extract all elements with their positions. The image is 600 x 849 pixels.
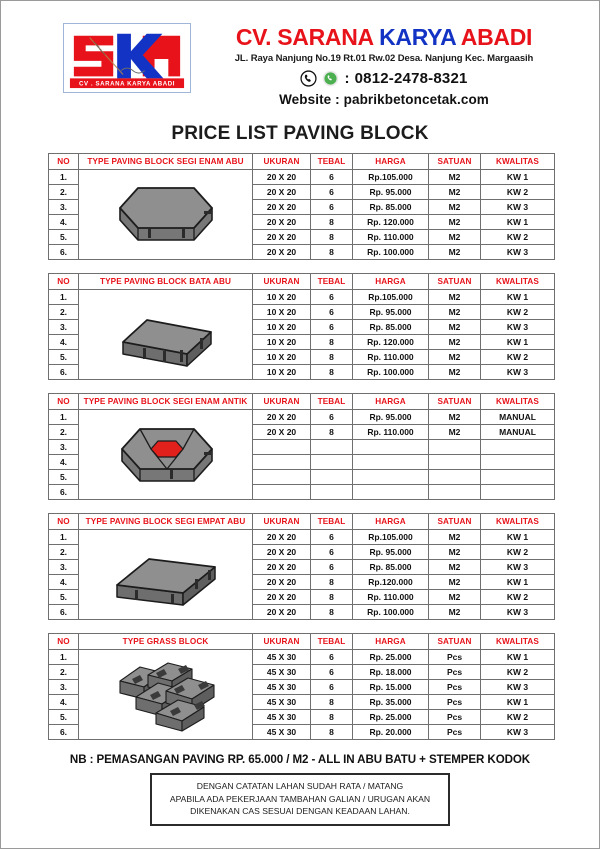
cell-tebal: 6 — [311, 170, 353, 185]
product-image-cell — [79, 530, 253, 620]
cell-harga: Rp.105.000 — [353, 530, 429, 545]
company-name — [209, 25, 559, 49]
cell-kwalitas: KW 3 — [481, 200, 555, 215]
cell-kwalitas: KW 3 — [481, 365, 555, 380]
cell-no: 2. — [49, 185, 79, 200]
col-type: TYPE PAVING BLOCK BATA ABU — [79, 274, 253, 290]
cell-tebal: 8 — [311, 590, 353, 605]
cell-satuan: M2 — [429, 350, 481, 365]
cell-kwalitas: KW 2 — [481, 305, 555, 320]
table-header-row — [49, 634, 555, 650]
cell-no: 1. — [49, 410, 79, 425]
cell-harga — [353, 440, 429, 455]
cell-no: 1. — [49, 170, 79, 185]
phone-icon — [300, 70, 317, 87]
col-harga: HARGA — [353, 514, 429, 530]
cell-ukuran: 45 X 30 — [253, 695, 311, 710]
cell-satuan: M2 — [429, 230, 481, 245]
col-type: TYPE PAVING BLOCK SEGI ENAM ABU — [79, 154, 253, 170]
cell-harga: Rp. 15.000 — [353, 680, 429, 695]
website-row — [209, 92, 559, 107]
cell-satuan — [429, 455, 481, 470]
col-ukuran: UKURAN — [253, 154, 311, 170]
page-title: PRICE LIST PAVING BLOCK — [171, 123, 429, 145]
product-image-cell — [79, 650, 253, 740]
cell-no: 6. — [49, 365, 79, 380]
cell-satuan — [429, 485, 481, 500]
cell-kwalitas: KW 1 — [481, 695, 555, 710]
nb-note: NB : PEMASANGAN PAVING RP. 65.000 / M2 - ALL IN ABU BATU + STEMPER KODOK — [69, 753, 531, 767]
product-image-cell — [79, 170, 253, 260]
brick-block-icon — [79, 290, 252, 379]
cell-tebal: 8 — [311, 215, 353, 230]
cell-no: 2. — [49, 305, 79, 320]
note-line-3: DIKENAKAN CAS SESUAI DENGAN KEADAAN LAHAN. — [190, 806, 410, 817]
table-header-row — [49, 394, 555, 410]
col-no: NO — [49, 154, 79, 170]
contact-row — [209, 70, 559, 87]
cell-ukuran — [253, 440, 311, 455]
cell-satuan: Pcs — [429, 650, 481, 665]
cell-harga: Rp. 18.000 — [353, 665, 429, 680]
table-header-row — [49, 274, 555, 290]
cell-kwalitas: KW 2 — [481, 185, 555, 200]
cell-harga: Rp. 95.000 — [353, 185, 429, 200]
col-tebal: TEBAL — [311, 514, 353, 530]
header-text-block — [209, 23, 559, 107]
cell-no: 6. — [49, 605, 79, 620]
cell-ukuran: 20 X 20 — [253, 590, 311, 605]
cell-ukuran: 20 X 20 — [253, 215, 311, 230]
cell-harga: Rp. 110.000 — [353, 425, 429, 440]
table-row — [49, 650, 555, 665]
cell-harga: Rp. 110.000 — [353, 230, 429, 245]
cell-ukuran: 20 X 20 — [253, 185, 311, 200]
cell-harga: Rp. 85.000 — [353, 560, 429, 575]
cell-kwalitas: KW 1 — [481, 530, 555, 545]
cell-tebal — [311, 455, 353, 470]
cell-ukuran: 10 X 20 — [253, 335, 311, 350]
note-line-1: DENGAN CATATAN LAHAN SUDAH RATA / MATANG — [196, 781, 404, 792]
cell-no: 1. — [49, 530, 79, 545]
cell-satuan: M2 — [429, 365, 481, 380]
cell-ukuran: 20 X 20 — [253, 530, 311, 545]
cell-kwalitas: KW 3 — [481, 245, 555, 260]
cell-ukuran: 20 X 20 — [253, 575, 311, 590]
cell-kwalitas: KW 3 — [481, 725, 555, 740]
cell-kwalitas: KW 1 — [481, 575, 555, 590]
cell-no: 5. — [49, 230, 79, 245]
cell-satuan: M2 — [429, 290, 481, 305]
cell-kwalitas: KW 3 — [481, 680, 555, 695]
cell-ukuran — [253, 470, 311, 485]
cell-satuan: M2 — [429, 545, 481, 560]
price-table-segi-enam-abu — [48, 153, 555, 260]
cell-no: 6. — [49, 245, 79, 260]
cell-no: 2. — [49, 425, 79, 440]
cell-harga — [353, 470, 429, 485]
square-block-graphic — [105, 539, 227, 611]
cell-kwalitas — [481, 455, 555, 470]
cell-ukuran: 10 X 20 — [253, 350, 311, 365]
col-harga: HARGA — [353, 634, 429, 650]
cell-harga: Rp. 95.000 — [353, 410, 429, 425]
cell-kwalitas: KW 2 — [481, 230, 555, 245]
cell-kwalitas — [481, 440, 555, 455]
cell-satuan: Pcs — [429, 725, 481, 740]
col-no: NO — [49, 514, 79, 530]
cell-harga: Rp. 25.000 — [353, 650, 429, 665]
cell-harga: Rp. 20.000 — [353, 725, 429, 740]
cell-no: 4. — [49, 215, 79, 230]
col-harga: HARGA — [353, 394, 429, 410]
price-table-segi-enam-antik — [48, 393, 555, 500]
cell-no: 1. — [49, 290, 79, 305]
col-kwalitas: KWALITAS — [481, 154, 555, 170]
logo-banner-text: CV . SARANA KARYA ABADI — [78, 81, 176, 88]
col-kwalitas: KWALITAS — [481, 274, 555, 290]
cell-tebal — [311, 470, 353, 485]
cell-no: 5. — [49, 470, 79, 485]
col-no: NO — [49, 274, 79, 290]
col-satuan: SATUAN — [429, 634, 481, 650]
cell-satuan: M2 — [429, 305, 481, 320]
cell-harga: Rp. 120.000 — [353, 335, 429, 350]
cell-no: 4. — [49, 455, 79, 470]
cell-tebal: 8 — [311, 575, 353, 590]
cell-tebal: 6 — [311, 545, 353, 560]
cell-tebal: 8 — [311, 425, 353, 440]
col-type: TYPE PAVING BLOCK SEGI ENAM ANTIK — [79, 394, 253, 410]
hexagon-block-icon — [79, 170, 252, 259]
cell-satuan: M2 — [429, 215, 481, 230]
col-no: NO — [49, 394, 79, 410]
brick-block-graphic — [107, 300, 225, 370]
table-header-row — [49, 514, 555, 530]
square-block-icon — [79, 530, 252, 619]
cell-kwalitas: KW 3 — [481, 605, 555, 620]
col-kwalitas: KWALITAS — [481, 634, 555, 650]
cell-kwalitas: MANUAL — [481, 425, 555, 440]
whatsapp-icon — [322, 70, 339, 87]
cell-satuan: M2 — [429, 410, 481, 425]
cell-ukuran: 45 X 30 — [253, 725, 311, 740]
col-type: TYPE GRASS BLOCK — [79, 634, 253, 650]
company-name-part2: KARYA — [379, 24, 461, 50]
cell-tebal: 6 — [311, 665, 353, 680]
col-satuan: SATUAN — [429, 514, 481, 530]
company-name-part1: CV. SARANA — [235, 24, 380, 50]
cell-no: 6. — [49, 725, 79, 740]
cell-satuan: M2 — [429, 560, 481, 575]
cell-kwalitas: KW 2 — [481, 545, 555, 560]
grass-block-icon — [79, 650, 252, 739]
cell-harga: Rp.105.000 — [353, 170, 429, 185]
cell-tebal: 8 — [311, 245, 353, 260]
cell-ukuran: 20 X 20 — [253, 245, 311, 260]
cell-tebal: 8 — [311, 725, 353, 740]
cell-ukuran — [253, 485, 311, 500]
cell-ukuran: 20 X 20 — [253, 560, 311, 575]
cell-no: 3. — [49, 680, 79, 695]
cell-satuan — [429, 470, 481, 485]
company-name-part3: ABADI — [460, 24, 533, 50]
document-header — [1, 1, 599, 107]
table-row — [49, 170, 555, 185]
cell-satuan: M2 — [429, 530, 481, 545]
cell-kwalitas — [481, 470, 555, 485]
cell-harga: Rp. 110.000 — [353, 350, 429, 365]
cell-kwalitas: KW 2 — [481, 710, 555, 725]
conditions-note-box — [150, 773, 450, 825]
website-label: Website : — [279, 92, 340, 108]
cell-satuan: M2 — [429, 320, 481, 335]
cell-harga: Rp. 100.000 — [353, 245, 429, 260]
cell-ukuran: 45 X 30 — [253, 680, 311, 695]
table-header-row — [49, 154, 555, 170]
cell-tebal: 6 — [311, 650, 353, 665]
cell-satuan: Pcs — [429, 710, 481, 725]
col-harga: HARGA — [353, 154, 429, 170]
cell-tebal — [311, 485, 353, 500]
cell-no: 6. — [49, 485, 79, 500]
cell-tebal: 6 — [311, 290, 353, 305]
cell-harga: Rp. 35.000 — [353, 695, 429, 710]
cell-satuan: Pcs — [429, 680, 481, 695]
product-image-cell — [79, 410, 253, 500]
cell-ukuran: 20 X 20 — [253, 230, 311, 245]
cell-harga: Rp. 85.000 — [353, 320, 429, 335]
col-tebal: TEBAL — [311, 274, 353, 290]
cell-no: 3. — [49, 320, 79, 335]
cell-ukuran: 20 X 20 — [253, 200, 311, 215]
col-ukuran: UKURAN — [253, 634, 311, 650]
phone-separator: : — [344, 70, 350, 88]
hexagon-block-graphic — [110, 178, 222, 252]
cell-tebal: 8 — [311, 365, 353, 380]
cell-harga: Rp. 110.000 — [353, 590, 429, 605]
col-harga: HARGA — [353, 274, 429, 290]
cell-harga — [353, 485, 429, 500]
cell-tebal: 6 — [311, 305, 353, 320]
col-ukuran: UKURAN — [253, 394, 311, 410]
cell-harga: Rp. 120.000 — [353, 215, 429, 230]
cell-no: 4. — [49, 335, 79, 350]
col-tebal: TEBAL — [311, 394, 353, 410]
col-tebal: TEBAL — [311, 154, 353, 170]
cell-satuan — [429, 440, 481, 455]
cell-ukuran: 20 X 20 — [253, 545, 311, 560]
table-row — [49, 530, 555, 545]
cell-ukuran: 20 X 20 — [253, 425, 311, 440]
col-satuan: SATUAN — [429, 274, 481, 290]
cell-no: 2. — [49, 545, 79, 560]
cell-tebal — [311, 440, 353, 455]
cell-ukuran: 10 X 20 — [253, 305, 311, 320]
price-table-segi-empat-abu — [48, 513, 555, 620]
cell-satuan: M2 — [429, 590, 481, 605]
cell-no: 5. — [49, 350, 79, 365]
cell-tebal: 8 — [311, 605, 353, 620]
cell-ukuran: 10 X 20 — [253, 365, 311, 380]
cell-kwalitas: KW 3 — [481, 320, 555, 335]
cell-no: 4. — [49, 575, 79, 590]
col-ukuran: UKURAN — [253, 274, 311, 290]
table-row — [49, 410, 555, 425]
cell-harga: Rp.105.000 — [353, 290, 429, 305]
hexagon-antik-block-icon — [79, 410, 252, 499]
col-ukuran: UKURAN — [253, 514, 311, 530]
col-no: NO — [49, 634, 79, 650]
cell-ukuran — [253, 455, 311, 470]
cell-tebal: 6 — [311, 530, 353, 545]
website-url[interactable]: pabrikbetoncetak.com — [343, 92, 489, 108]
cell-no: 5. — [49, 710, 79, 725]
cell-ukuran: 45 X 30 — [253, 665, 311, 680]
cell-kwalitas: KW 2 — [481, 350, 555, 365]
cell-ukuran: 20 X 20 — [253, 605, 311, 620]
cell-harga: Rp. 25.000 — [353, 710, 429, 725]
cell-tebal: 8 — [311, 230, 353, 245]
cell-no: 3. — [49, 440, 79, 455]
cell-satuan: M2 — [429, 200, 481, 215]
note-line-2: APABILA ADA PEKERJAAN TAMBAHAN GALIAN / URUGAN AKAN — [169, 793, 431, 804]
cell-satuan: Pcs — [429, 695, 481, 710]
cell-tebal: 8 — [311, 335, 353, 350]
price-table-grass-block — [48, 633, 555, 740]
logo-graphic — [66, 26, 188, 90]
cell-kwalitas: KW 3 — [481, 560, 555, 575]
cell-kwalitas: KW 2 — [481, 590, 555, 605]
cell-harga: Rp. 100.000 — [353, 365, 429, 380]
cell-tebal: 6 — [311, 200, 353, 215]
cell-tebal: 8 — [311, 710, 353, 725]
phone-number[interactable]: 0812-2478-8321 — [354, 70, 468, 88]
cell-satuan: M2 — [429, 425, 481, 440]
cell-satuan: M2 — [429, 170, 481, 185]
cell-satuan: M2 — [429, 245, 481, 260]
cell-harga: Rp.120.000 — [353, 575, 429, 590]
table-row — [49, 290, 555, 305]
cell-harga — [353, 455, 429, 470]
cell-kwalitas: KW 1 — [481, 290, 555, 305]
cell-ukuran: 45 X 30 — [253, 650, 311, 665]
cell-tebal: 6 — [311, 680, 353, 695]
cell-harga: Rp. 85.000 — [353, 200, 429, 215]
col-kwalitas: KWALITAS — [481, 394, 555, 410]
cell-tebal: 6 — [311, 560, 353, 575]
cell-kwalitas: KW 2 — [481, 665, 555, 680]
cell-ukuran: 10 X 20 — [253, 290, 311, 305]
cell-kwalitas: MANUAL — [481, 410, 555, 425]
company-address: JL. Raya Nanjung No.19 Rt.01 Rw.02 Desa. Nanjung Kec. Margaasih — [234, 53, 534, 65]
cell-tebal: 6 — [311, 320, 353, 335]
hexagon-antik-block-graphic — [108, 417, 224, 493]
grass-block-graphic — [102, 655, 230, 735]
cell-harga: Rp. 95.000 — [353, 545, 429, 560]
cell-ukuran: 45 X 30 — [253, 710, 311, 725]
col-satuan: SATUAN — [429, 394, 481, 410]
cell-no: 2. — [49, 665, 79, 680]
cell-kwalitas: KW 1 — [481, 215, 555, 230]
price-table-bata-abu — [48, 273, 555, 380]
cell-no: 4. — [49, 695, 79, 710]
company-logo — [63, 23, 191, 93]
cell-satuan: M2 — [429, 575, 481, 590]
cell-satuan: M2 — [429, 605, 481, 620]
cell-kwalitas: KW 1 — [481, 170, 555, 185]
cell-ukuran: 20 X 20 — [253, 410, 311, 425]
col-satuan: SATUAN — [429, 154, 481, 170]
col-tebal: TEBAL — [311, 634, 353, 650]
cell-no: 3. — [49, 200, 79, 215]
cell-tebal: 8 — [311, 695, 353, 710]
cell-satuan: M2 — [429, 185, 481, 200]
cell-satuan: M2 — [429, 335, 481, 350]
cell-ukuran: 10 X 20 — [253, 320, 311, 335]
cell-ukuran: 20 X 20 — [253, 170, 311, 185]
cell-tebal: 6 — [311, 185, 353, 200]
cell-kwalitas: KW 1 — [481, 650, 555, 665]
cell-harga: Rp. 100.000 — [353, 605, 429, 620]
cell-no: 3. — [49, 560, 79, 575]
cell-harga: Rp. 95.000 — [353, 305, 429, 320]
cell-satuan: Pcs — [429, 665, 481, 680]
cell-tebal: 8 — [311, 350, 353, 365]
col-type: TYPE PAVING BLOCK SEGI EMPAT ABU — [79, 514, 253, 530]
cell-tebal: 6 — [311, 410, 353, 425]
cell-no: 5. — [49, 590, 79, 605]
cell-no: 1. — [49, 650, 79, 665]
product-image-cell — [79, 290, 253, 380]
price-tables — [1, 153, 599, 740]
col-kwalitas: KWALITAS — [481, 514, 555, 530]
cell-kwalitas — [481, 485, 555, 500]
cell-kwalitas: KW 1 — [481, 335, 555, 350]
